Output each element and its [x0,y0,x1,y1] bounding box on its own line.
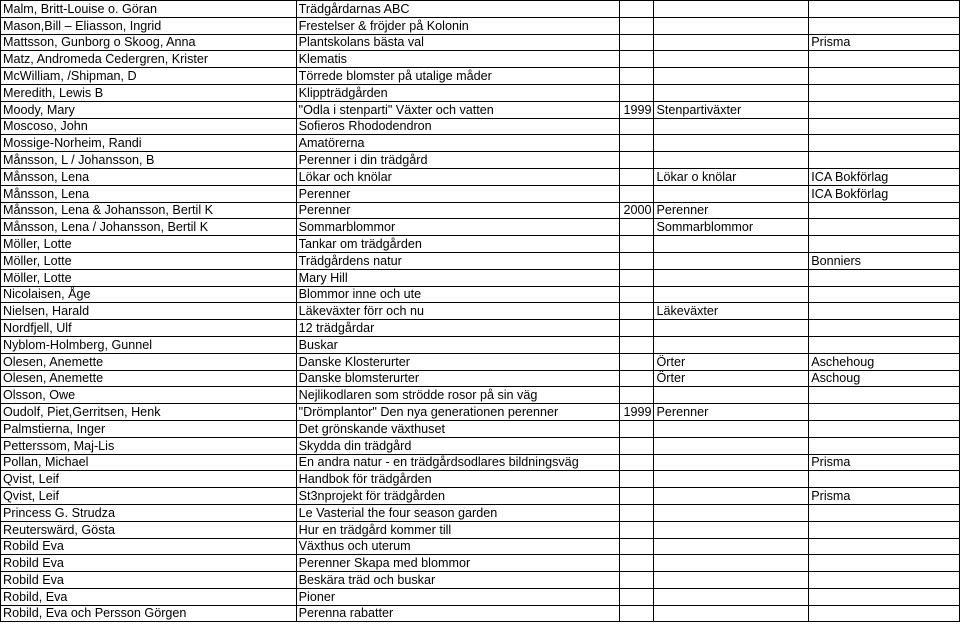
year-cell [620,320,654,337]
year-cell [620,488,654,505]
year-cell [620,252,654,269]
author-cell: Robild Eva [1,555,297,572]
publisher-cell: Bonniers [809,252,960,269]
category-cell: Perenner [654,202,809,219]
year-cell [620,353,654,370]
year-cell [620,471,654,488]
category-cell [654,521,809,538]
year-cell [620,51,654,68]
table-row [1,68,960,85]
title-cell: Amatörerna [296,135,620,152]
title-cell: Danske Klosterurter [296,353,620,370]
publisher-cell [809,1,960,18]
author-cell: Oudolf, Piet,Gerritsen, Henk [1,404,297,421]
author-cell: Månsson, Lena & Johansson, Bertil K [1,202,297,219]
title-cell: En andra natur - en trädgårdsodlares bildningsväg [296,454,620,471]
table-row [1,420,960,437]
table-row [1,521,960,538]
table-row [1,168,960,185]
category-cell: Stenpartiväxter [654,101,809,118]
title-cell: Perenna rabatter [296,605,620,622]
category-cell: Sommarblommor [654,219,809,236]
publisher-cell [809,320,960,337]
year-cell [620,336,654,353]
author-cell: Robild Eva [1,538,297,555]
table-row [1,219,960,236]
publisher-cell [809,51,960,68]
title-cell: Beskära träd och buskar [296,572,620,589]
year-cell [620,387,654,404]
table-row [1,185,960,202]
author-cell: Nicolaisen, Åge [1,286,297,303]
author-cell: Nielsen, Harald [1,303,297,320]
author-cell: Robild Eva [1,572,297,589]
publisher-cell [809,387,960,404]
author-cell: McWilliam, /Shipman, D [1,68,297,85]
author-cell: Reuterswärd, Gösta [1,521,297,538]
publisher-cell [809,437,960,454]
title-cell: "Drömplantor" Den nya generationen perenner [296,404,620,421]
category-cell [654,336,809,353]
category-cell [654,185,809,202]
category-cell [654,34,809,51]
author-cell: Robild, Eva och Persson Görgen [1,605,297,622]
publisher-cell [809,219,960,236]
table-row [1,336,960,353]
year-cell [620,521,654,538]
table-row [1,118,960,135]
author-cell: Olsson, Owe [1,387,297,404]
title-cell: Buskar [296,336,620,353]
category-cell: Örter [654,370,809,387]
publisher-cell [809,572,960,589]
table-row [1,303,960,320]
author-cell: Olesen, Anemette [1,370,297,387]
author-cell: Mason,Bill – Eliasson, Ingrid [1,17,297,34]
publisher-cell [809,471,960,488]
title-cell: Handbok för trädgården [296,471,620,488]
year-cell [620,68,654,85]
category-cell [654,488,809,505]
title-cell: Klematis [296,51,620,68]
category-cell [654,1,809,18]
table-row [1,1,960,18]
title-cell: Tankar om trädgården [296,236,620,253]
title-cell: St3nprojekt för trädgården [296,488,620,505]
category-cell [654,51,809,68]
table-row [1,17,960,34]
publisher-cell [809,420,960,437]
title-cell: Le Vasterial the four season garden [296,504,620,521]
publisher-cell: ICA Bokförlag [809,185,960,202]
category-cell: Lökar o knölar [654,168,809,185]
year-cell [620,34,654,51]
publisher-cell [809,286,960,303]
category-cell [654,84,809,101]
author-cell: Pollan, Michael [1,454,297,471]
title-cell: Nejlikodlaren som strödde rosor på sin väg [296,387,620,404]
category-cell [654,454,809,471]
title-cell: Det grönskande växthuset [296,420,620,437]
title-cell: Pioner [296,588,620,605]
publisher-cell [809,504,960,521]
table-row [1,236,960,253]
category-cell: Läkeväxter [654,303,809,320]
year-cell [620,588,654,605]
author-cell: Mattsson, Gunborg o Skoog, Anna [1,34,297,51]
category-cell [654,504,809,521]
category-cell [654,471,809,488]
table-row [1,269,960,286]
category-cell [654,387,809,404]
category-cell [654,605,809,622]
table-row [1,387,960,404]
publisher-cell: Aschoug [809,370,960,387]
publisher-cell [809,538,960,555]
year-cell: 2000 [620,202,654,219]
year-cell [620,185,654,202]
title-cell: Perenner i din trädgård [296,152,620,169]
publisher-cell [809,605,960,622]
publisher-cell [809,588,960,605]
year-cell [620,1,654,18]
category-cell: Perenner [654,404,809,421]
category-cell [654,252,809,269]
publisher-cell [809,236,960,253]
year-cell [620,303,654,320]
publisher-cell [809,555,960,572]
author-cell: Olesen, Anemette [1,353,297,370]
table-row [1,252,960,269]
title-cell: Sofieros Rhododendron [296,118,620,135]
title-cell: 12 trädgårdar [296,320,620,337]
table-row [1,320,960,337]
year-cell [620,420,654,437]
author-cell: Nyblom-Holmberg, Gunnel [1,336,297,353]
table-row [1,454,960,471]
year-cell [620,168,654,185]
author-cell: Månsson, Lena / Johansson, Bertil K [1,219,297,236]
title-cell: Törrede blomster på utalige måder [296,68,620,85]
category-cell [654,286,809,303]
year-cell [620,555,654,572]
table-row [1,135,960,152]
table-row [1,404,960,421]
category-cell [654,118,809,135]
publisher-cell [809,336,960,353]
table-row [1,555,960,572]
category-cell [654,588,809,605]
table-row [1,152,960,169]
year-cell [620,219,654,236]
title-cell: Växthus och uterum [296,538,620,555]
table-row [1,538,960,555]
year-cell [620,538,654,555]
author-cell: Moody, Mary [1,101,297,118]
author-cell: Qvist, Leif [1,488,297,505]
category-cell [654,538,809,555]
year-cell [620,437,654,454]
author-cell: Månsson, L / Johansson, B [1,152,297,169]
year-cell [620,236,654,253]
title-cell: Trädgårdens natur [296,252,620,269]
year-cell [620,135,654,152]
title-cell: Frestelser & fröjder på Kolonin [296,17,620,34]
title-cell: Perenner Skapa med blommor [296,555,620,572]
table-row [1,471,960,488]
publisher-cell: Prisma [809,454,960,471]
category-cell [654,320,809,337]
table-row [1,51,960,68]
table-row [1,353,960,370]
author-cell: Princess G. Strudza [1,504,297,521]
year-cell [620,269,654,286]
year-cell [620,572,654,589]
author-cell: Månsson, Lena [1,185,297,202]
title-cell: "Odla i stenparti" Växter och vatten [296,101,620,118]
category-cell [654,17,809,34]
table-row [1,286,960,303]
category-cell [654,269,809,286]
category-cell [654,437,809,454]
publisher-cell: Prisma [809,34,960,51]
year-cell [620,286,654,303]
author-cell: Nordfjell, Ulf [1,320,297,337]
publisher-cell [809,152,960,169]
author-cell: Robild, Eva [1,588,297,605]
publisher-cell: Aschehoug [809,353,960,370]
author-cell: Petterssom, Maj-Lis [1,437,297,454]
table-row [1,572,960,589]
author-cell: Malm, Britt-Louise o. Göran [1,1,297,18]
title-cell: Perenner [296,185,620,202]
year-cell [620,152,654,169]
author-cell: Meredith, Lewis B [1,84,297,101]
category-cell [654,555,809,572]
category-cell [654,135,809,152]
publisher-cell [809,118,960,135]
category-cell [654,572,809,589]
publisher-cell [809,404,960,421]
category-cell [654,68,809,85]
table-row [1,504,960,521]
title-cell: Mary Hill [296,269,620,286]
publisher-cell [809,17,960,34]
year-cell [620,118,654,135]
title-cell: Plantskolans bästa val [296,34,620,51]
table-row [1,84,960,101]
title-cell: Danske blomsterurter [296,370,620,387]
category-cell [654,236,809,253]
title-cell: Lökar och knölar [296,168,620,185]
title-cell: Hur en trädgård kommer till [296,521,620,538]
year-cell: 1999 [620,404,654,421]
book-list-body [1,1,960,622]
title-cell: Skydda din trädgård [296,437,620,454]
title-cell: Blommor inne och ute [296,286,620,303]
title-cell: Trädgårdarnas ABC [296,1,620,18]
publisher-cell [809,303,960,320]
publisher-cell [809,68,960,85]
publisher-cell [809,269,960,286]
author-cell: Qvist, Leif [1,471,297,488]
year-cell [620,605,654,622]
table-row [1,34,960,51]
author-cell: Möller, Lotte [1,252,297,269]
year-cell [620,504,654,521]
author-cell: Månsson, Lena [1,168,297,185]
publisher-cell [809,202,960,219]
year-cell [620,84,654,101]
title-cell: Läkeväxter förr och nu [296,303,620,320]
table-row [1,488,960,505]
table-row [1,101,960,118]
table-row [1,605,960,622]
author-cell: Moscoso, John [1,118,297,135]
table-row [1,588,960,605]
year-cell: 1999 [620,101,654,118]
publisher-cell [809,84,960,101]
publisher-cell [809,101,960,118]
title-cell: Klippträdgården [296,84,620,101]
author-cell: Mossige-Norheim, Randi [1,135,297,152]
author-cell: Möller, Lotte [1,236,297,253]
category-cell [654,420,809,437]
table-row [1,437,960,454]
author-cell: Matz, Andromeda Cedergren, Krister [1,51,297,68]
category-cell: Örter [654,353,809,370]
author-cell: Palmstierna, Inger [1,420,297,437]
publisher-cell: Prisma [809,488,960,505]
table-row [1,370,960,387]
publisher-cell [809,521,960,538]
year-cell [620,370,654,387]
category-cell [654,152,809,169]
author-cell: Möller, Lotte [1,269,297,286]
publisher-cell: ICA Bokförlag [809,168,960,185]
table-row [1,202,960,219]
year-cell [620,454,654,471]
title-cell: Sommarblommor [296,219,620,236]
year-cell [620,17,654,34]
title-cell: Perenner [296,202,620,219]
publisher-cell [809,135,960,152]
